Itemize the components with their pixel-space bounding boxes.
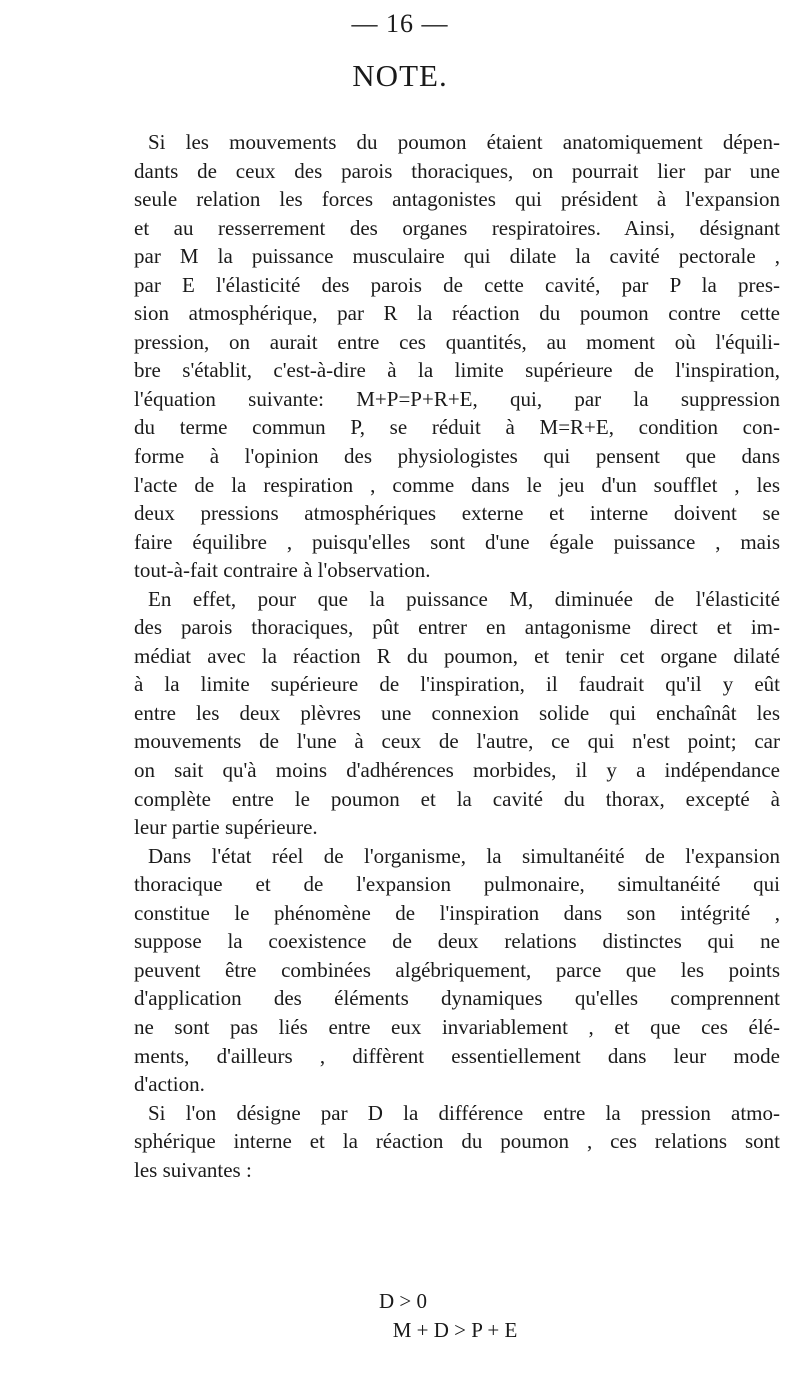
text-line: forme à l'opinion des physiologistes qui pensent que dans [134,444,780,469]
text-line: Si les mouvements du poumon étaient anatomiquement dépen- [148,130,780,154]
text-line: En effet, pour que la puissance M, diminuée de l'élasticité [148,586,780,611]
formula-line: M + D > P + E [392,1318,518,1342]
text-line: et au resserrement des organes respiratoires. Ainsi, désignant [134,215,780,240]
text-line: pression, on aurait entre ces quantités, au moment où l'équili- [134,329,780,354]
text-line: par E l'élasticité des parois de cette cavité, par P la pres- [134,272,780,297]
text-line: sion atmosphérique, par R la réaction du poumon contre cette [134,301,780,326]
text-line: ne sont pas liés entre eux invariablement , et que ces élé- [134,1014,780,1039]
text-line: dants de ceux des parois thoraciques, on pourrait lier par une [134,158,780,183]
note-heading: NOTE. [352,58,448,93]
text-line: l'équation suivante: M+P=P+R+E, qui, par la suppression [134,386,780,411]
text-line: l'acte de la respiration , comme dans le jeu d'un soufflet , les [134,472,780,497]
text-line: entre les deux plèvres une connexion solide qui enchaînât les [134,700,780,725]
text-line: peuvent être combinées algébriquement, parce que les points [134,957,780,982]
text-line: seule relation les forces antagonistes qui président à l'expansion [134,187,780,212]
note-body [134,128,780,1184]
text-line: thoracique et de l'expansion pulmonaire, simultanéité qui [134,872,780,897]
formula-line: D > 0 [378,1289,427,1313]
text-line: par M la puissance musculaire qui dilate la cavité pectorale , [134,244,780,269]
text-line: Dans l'état réel de l'organisme, la simultanéité de l'expansion [148,843,780,868]
text-line: bre s'établit, c'est-à-dire à la limite supérieure de l'inspiration, [134,358,780,383]
text-line: complète entre le poumon et la cavité du thorax, excepté à [134,786,780,811]
text-line: à la limite supérieure de l'inspiration, il faudrait qu'il y eût [134,672,780,697]
text-line: les suivantes : [134,1157,252,1182]
text-line: des parois thoraciques, pût entrer en antagonisme direct et im- [134,615,780,640]
text-line: leur partie supérieure. [134,815,318,840]
page-number: — 16 — [351,9,449,38]
text-line: sphérique interne et la réaction du poumon , ces relations sont [134,1129,780,1154]
text-line: mouvements de l'une à ceux de l'autre, ce qui n'est point; car [134,729,780,754]
text-line: suppose la coexistence de deux relations distinctes qui ne [134,929,780,954]
text-line: on sait qu'à moins d'adhérences morbides, il y a indépendance [134,758,780,783]
text-line: d'action. [134,1072,205,1097]
text-line: d'application des éléments dynamiques qu'elles comprennent [134,986,780,1011]
text-line: médiat avec la réaction R du poumon, et tenir cet organe dilaté [134,643,780,668]
text-line: Si l'on désigne par D la différence entre la pression atmo- [148,1100,780,1125]
text-line: tout-à-fait contraire à l'observation. [134,558,431,583]
text-line: constitue le phénomène de l'inspiration dans son intégrité , [134,900,780,925]
text-line: ments, d'ailleurs , diffèrent essentiellement dans leur mode [134,1043,780,1068]
text-line: faire équilibre , puisqu'elles sont d'une égale puissance , mais [134,529,780,554]
text-line: deux pressions atmosphériques externe et interne doivent se [134,501,780,526]
text-line: du terme commun P, se réduit à M=R+E, condition con- [134,415,780,440]
